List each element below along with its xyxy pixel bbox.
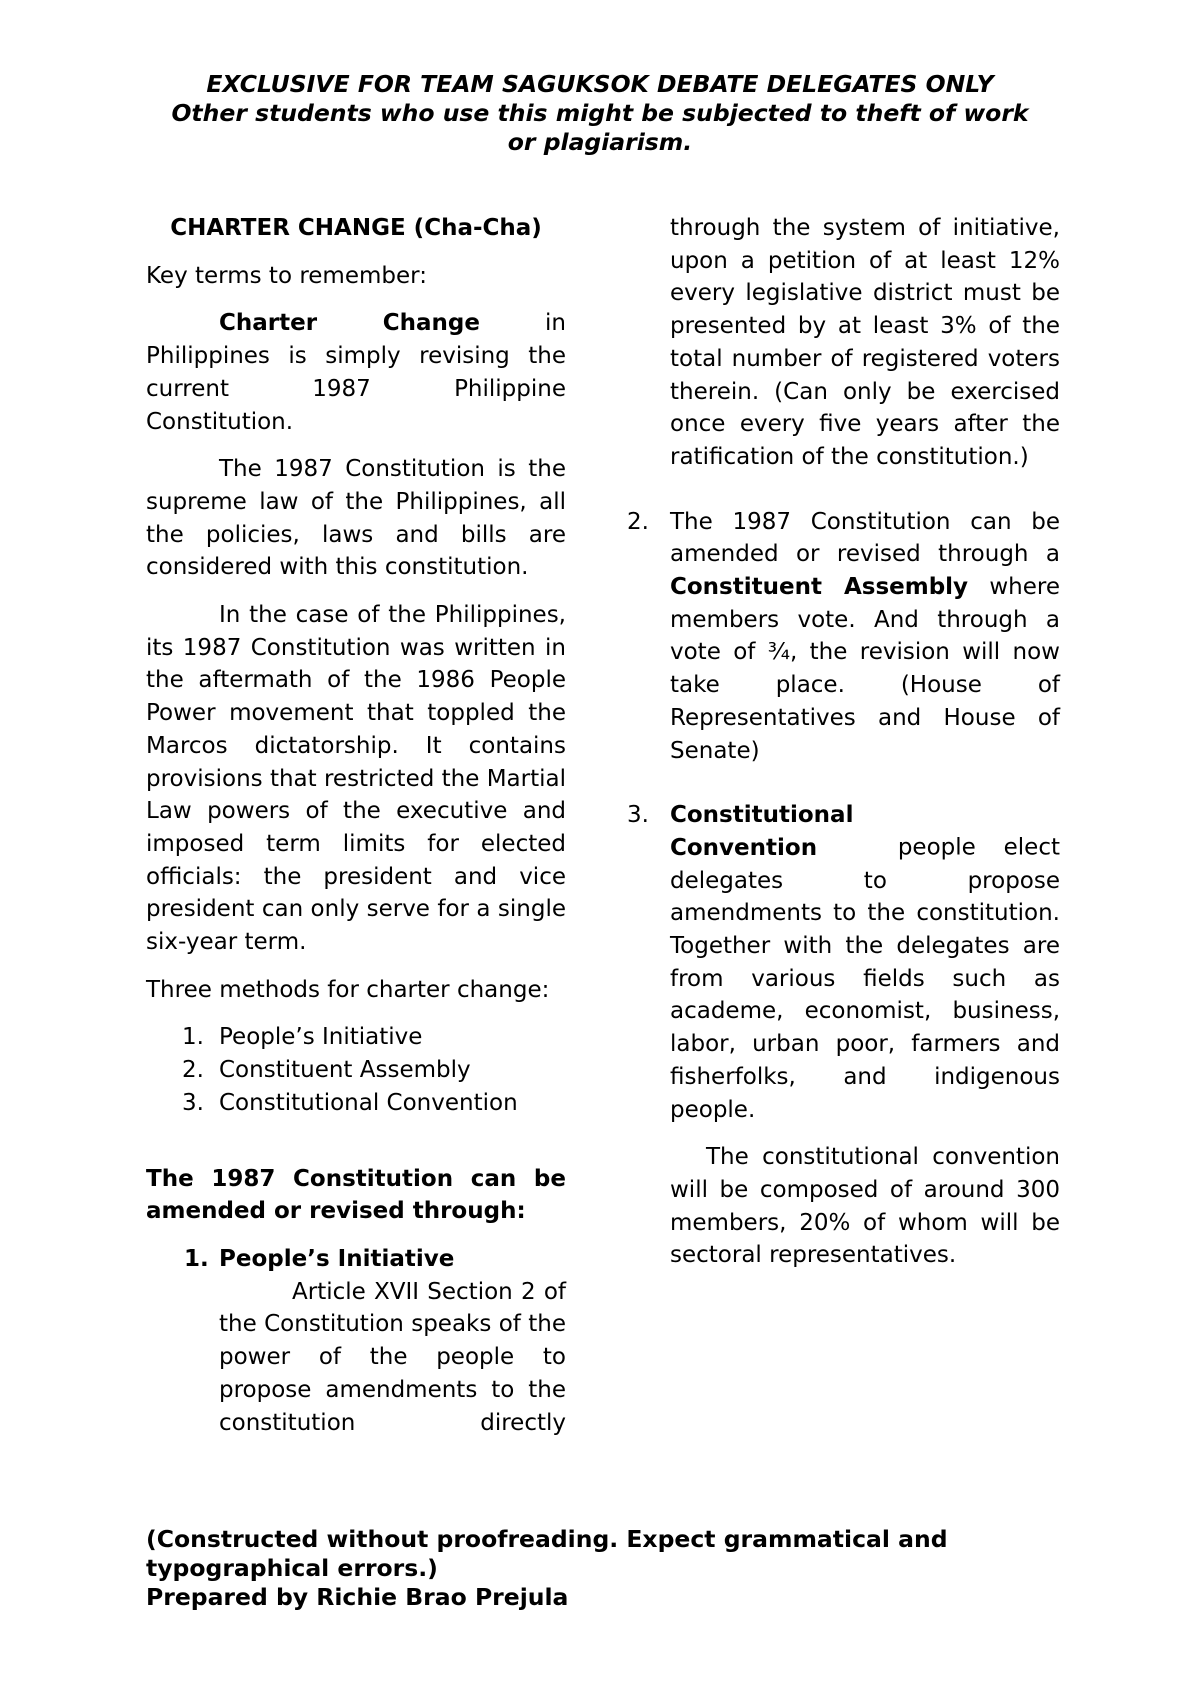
constitutional-convention-description: people elect delegates to propose amendments to the constitution. Together with the delegates are from various fields such as academe, economist, business, labor, urban poor, farmers and fisherfolks, and indigenous people. [670, 834, 1060, 1123]
header-line-plagiarism: or plagiarism. [507, 128, 693, 156]
constituent-assembly-text-a: The 1987 Constitution can be amended or revised through a [670, 508, 1060, 568]
key-terms-label: Key terms to remember: [146, 262, 427, 289]
section-title: CHARTER CHANGE (Cha-Cha) [170, 215, 542, 241]
constitution-history-paragraph: In the case of the Philippines, its 1987 Constitution was written in the aftermath of the 1986 People Power movement that toppled the Marcos dictatorship. It contains provisions that restricted the Martial Law powers of the executive and imposed term limits for elected officials: the president and vice president can only serve for a single six-year term. [146, 602, 566, 956]
list-item [146, 1021, 566, 1054]
charter-change-definition-text: in Philippines is simply revising the current 1987 Philippine Constitution. [146, 310, 566, 435]
header-line-exclusive: EXCLUSIVE FOR TEAM SAGUKSOK DEBATE DELEGATES ONLY [206, 70, 994, 98]
list-item-label: Constitutional Convention [219, 1089, 518, 1116]
amend-heading: The 1987 Constitution can be amended or revised through: [146, 1165, 566, 1225]
list-number: 1. [182, 1024, 204, 1051]
right-column [627, 212, 1060, 1272]
list-number: 3. [182, 1089, 204, 1116]
constitutional-convention-term: Constitutional Convention [670, 802, 854, 861]
peoples-initiative-text: Article XVII Section 2 of the Constitution speaks of the power of the people to propose amendments to the constitution directly [219, 1278, 566, 1436]
charter-change-term: Charter Change [219, 310, 480, 337]
constituent-assembly-text [670, 506, 1060, 768]
constituent-assembly-item [627, 506, 1060, 768]
constitution-supreme-law-paragraph: The 1987 Constitution is the supreme law of the Philippines, all the policies, laws and bills are considered with this constitution. [146, 456, 566, 581]
list-number: 2. [182, 1057, 204, 1084]
charter-change-definition [146, 307, 566, 438]
footer-author: Prepared by Richie Brao Prejula [146, 1583, 569, 1611]
methods-list [146, 1021, 566, 1119]
list-item-label: Constituent Assembly [219, 1057, 471, 1084]
document-header [100, 70, 1100, 157]
methods-intro: Three methods for charter change: [146, 976, 550, 1003]
item-number: 1. [184, 1245, 209, 1272]
constituent-assembly-text-b: where members vote. And through a vote of ¾, the revision will now take place. (House of Representatives and House of Senate) [670, 574, 1060, 764]
list-item [146, 1054, 566, 1087]
item-number: 3. [627, 802, 649, 829]
peoples-initiative-item [146, 1243, 566, 1439]
list-item-label: People’s Initiative [219, 1024, 423, 1051]
constitutional-convention-item [627, 799, 1060, 1126]
document-footer [146, 1525, 1046, 1612]
footer-disclaimer: (Constructed without proofreading. Expect grammatical and typographical errors.) [146, 1525, 948, 1582]
constituent-assembly-term: Constituent Assembly [670, 574, 969, 601]
left-column [146, 212, 566, 1439]
convention-composition-paragraph: The constitutional convention will be composed of around 300 members, 20% of whom will be sectoral representatives. [670, 1144, 1060, 1269]
constitutional-convention-text [670, 799, 1060, 1126]
item-number: 2. [627, 508, 649, 535]
peoples-initiative-continuation: through the system of initiative, upon a petition of at least 12% every legislative district must be presented by at least 3% of the total number of registered voters therein. (Can only be exercised once every five years after the ratification of the constitution.) [670, 215, 1060, 470]
peoples-initiative-title: People’s Initiative [219, 1245, 455, 1272]
list-item [146, 1087, 566, 1120]
header-line-warning: Other students who use this might be subjected to theft of work [171, 99, 1029, 127]
